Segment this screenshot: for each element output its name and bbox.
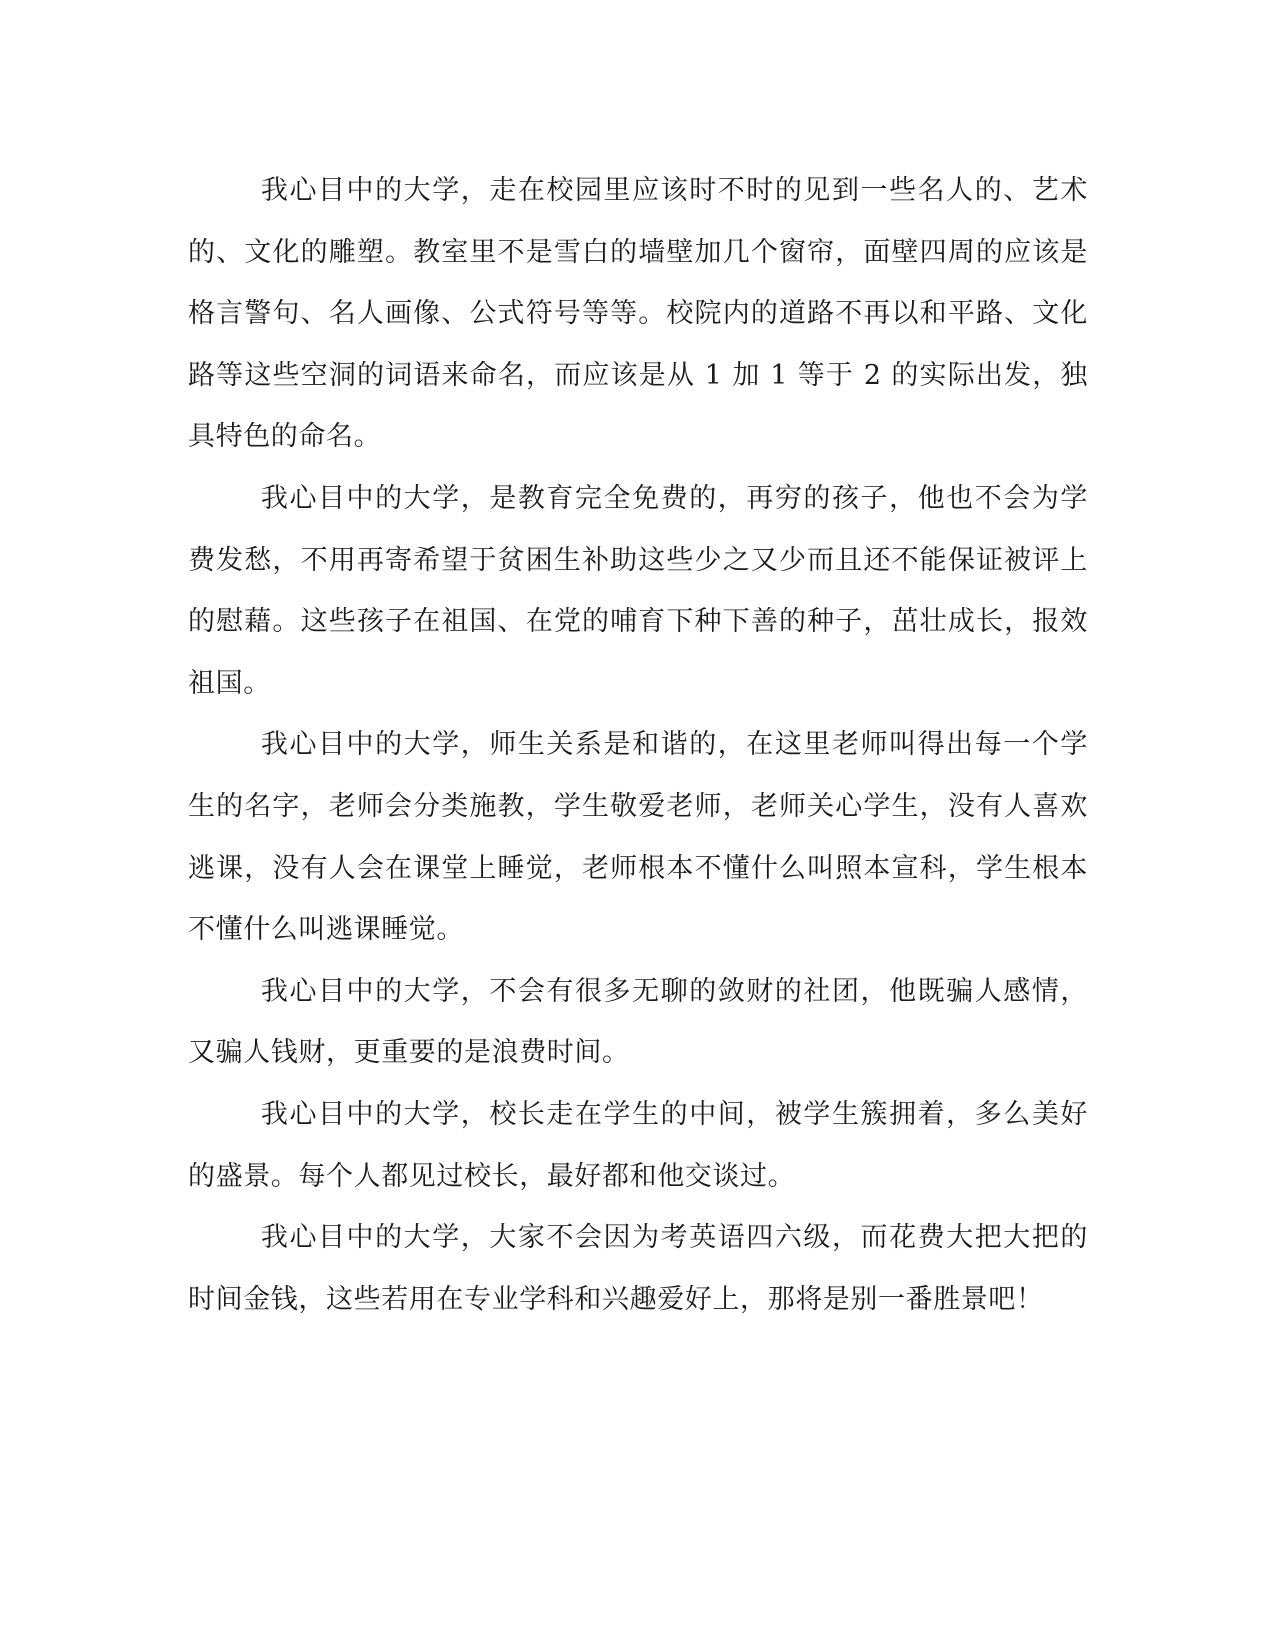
paragraph-clubs: 我心目中的大学，不会有很多无聊的敛财的社团，他既骗人感情，又骗人钱财，更重要的是浪费时间。 <box>188 975 1088 1069</box>
paragraph-free-education: 我心目中的大学，是教育完全免费的，再穷的孩子，他也不会为学费发愁，不用再寄希望于贫困生补助这些少之又少而且还不能保证被评上的慰藉。这些孩子在祖国、在党的哺育下种下善的种子，茁壮成长，报效祖国。 <box>188 482 1088 699</box>
paragraph-teacher-student: 我心目中的大学，师生关系是和谐的，在这里老师叫得出每一个学生的名字，老师会分类施教，学生敬爱老师，老师关心学生，没有人喜欢逃课，没有人会在课堂上睡觉，老师根本不懂什么叫照本宣科，学生根本不懂什么叫逃课睡觉。 <box>188 729 1088 946</box>
essay-body <box>188 160 1088 1330</box>
paragraph-english-exams: 我心目中的大学，大家不会因为考英语四六级，而花费大把大把的时间金钱，这些若用在专业学科和兴趣爱好上，那将是别一番胜景吧！ <box>188 1222 1088 1315</box>
paragraph-campus-culture: 我心目中的大学，走在校园里应该时不时的见到一些名人的、艺术的、文化的雕塑。教室里不是雪白的墙壁加几个窗帘，面壁四周的应该是格言警句、名人画像、公式符号等等。校院内的道路不再以和平路、文化路等这些空洞的词语来命名，而应该是从 1 加 1 等于 2 的实际出发，独具特色的命名。 <box>188 175 1088 453</box>
paragraph-principal: 我心目中的大学，校长走在学生的中间，被学生簇拥着，多么美好的盛景。每个人都见过校长，最好都和他交谈过。 <box>188 1098 1088 1192</box>
